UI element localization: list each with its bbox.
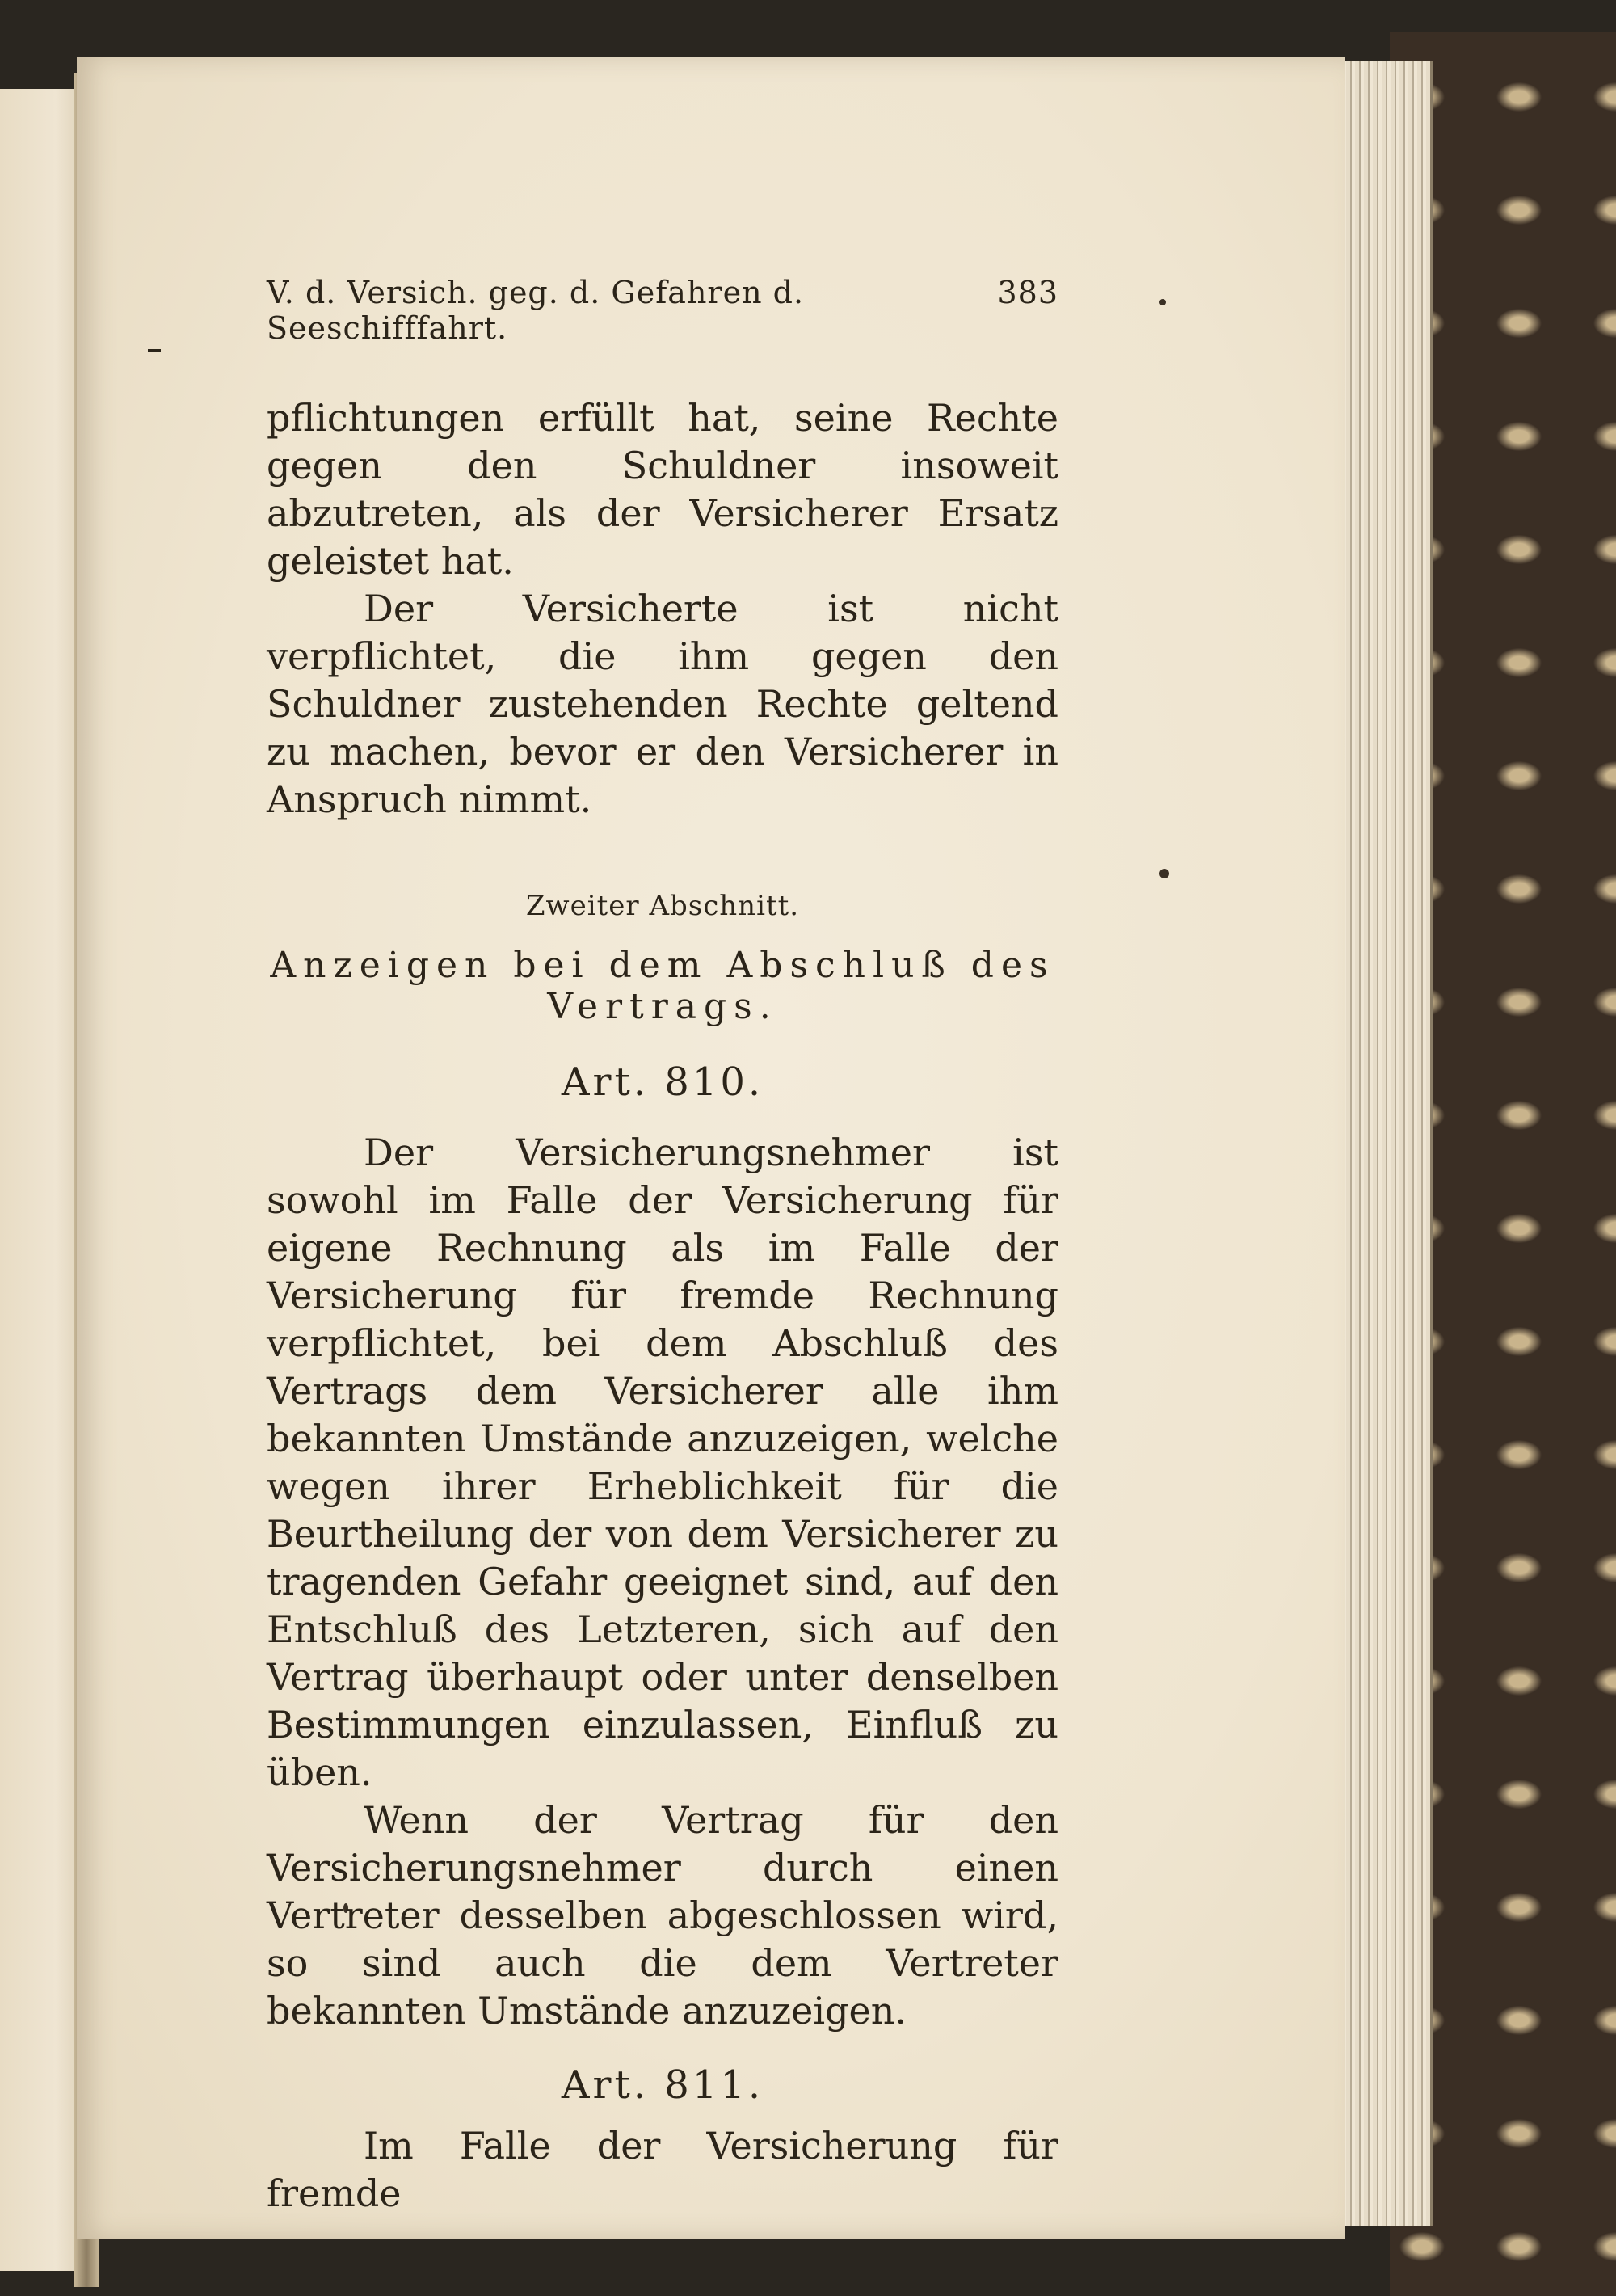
paragraph: Der Versicherungsnehmer ist sowohl im Falle der Versicherung für eigene Rechnung als im Falle der Versicherung für fremde Rechnung verpflichtet, bei dem Abschluß des Vertrags dem Versicherer alle ihm bekannten Umstände anzuzeigen, welche wegen ihrer Erheblichkeit für die Beurtheilung der von dem Versicherer zu tragenden Gefahr geeignet sind, auf den Entschluß des Letzteren, sich auf den Vertrag überhaupt oder unter denselben Bestimmungen einzulassen, Einfluß zu üben. [267, 1131, 1058, 1794]
paragraph-continued: pflichtungen erfüllt hat, seine Rechte gegen den Schuldner insoweit abzutreten, als der Versicherer Ersatz geleistet hat. [267, 396, 1058, 583]
paragraph: Im Falle der Versicherung für fremde [267, 2124, 1058, 2215]
article-heading: Art. 810. [561, 1060, 764, 1105]
paragraph: Wenn der Vertrag für den Versicherungsnehmer durch einen Vertreter desselben abgeschlossen wird, so sind auch die dem Vertreter bekannten Umstände anzuzeigen. [267, 1798, 1058, 2033]
ink-speck [1159, 299, 1166, 305]
running-head-title: V. d. Versich. geg. d. Gefahren d. Seeschifffahrt. [267, 275, 805, 346]
text-column [267, 275, 1058, 2218]
page-stack-edge [1337, 61, 1433, 2226]
book-page [77, 57, 1345, 2239]
page-number: 383 [997, 275, 1058, 310]
ink-speck [1159, 869, 1169, 878]
margin-mark [148, 349, 161, 352]
section-label: Zweiter Abschnitt. [525, 890, 800, 922]
paragraph: Der Versicherte ist nicht verpflichtet, die ihm gegen den Schuldner zustehenden Rechte geltend zu machen, bevor er den Versicherer in Anspruch nimmt. [267, 587, 1058, 821]
article-heading: Art. 811. [561, 2062, 764, 2108]
section-title: Anzeigen bei dem Abschluß des Vertrags. [270, 945, 1055, 1027]
running-head [267, 275, 1058, 346]
